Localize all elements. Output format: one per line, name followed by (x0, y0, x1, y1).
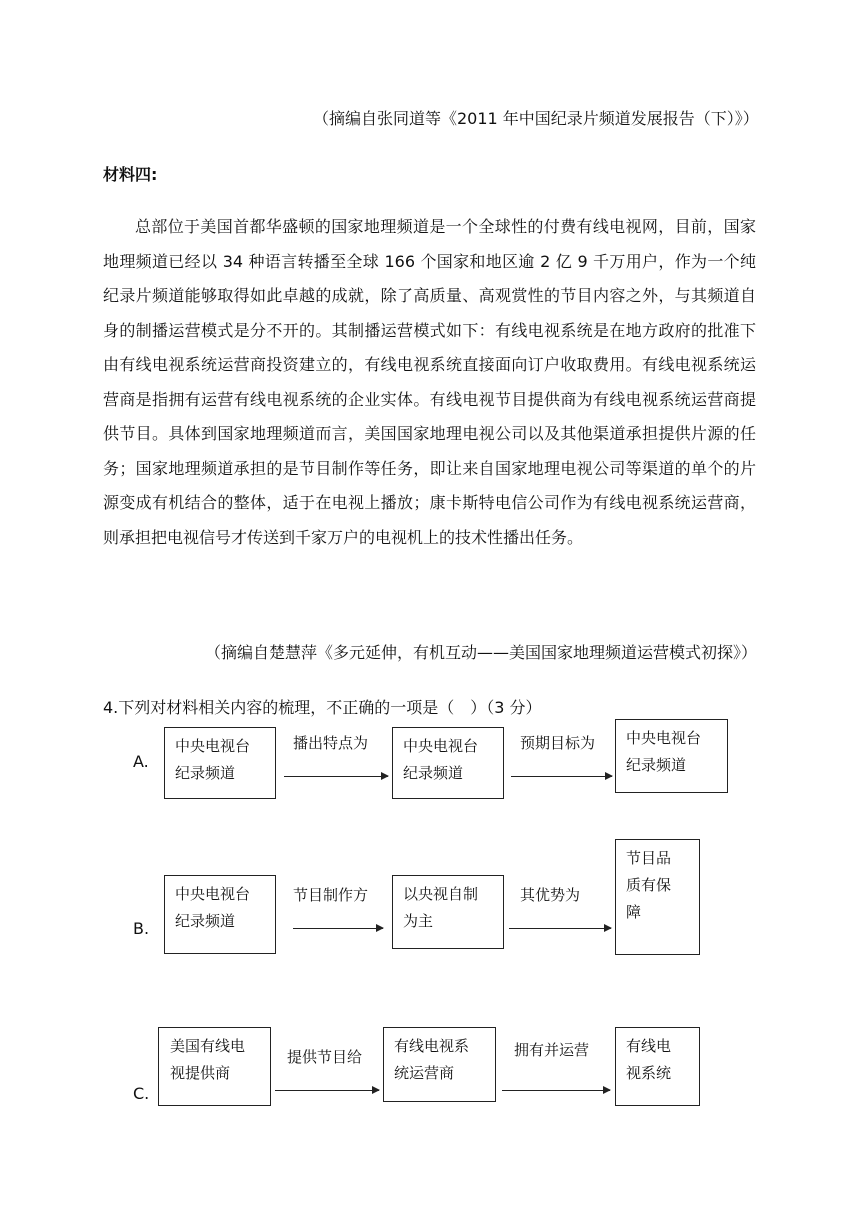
flow-box: 有线电 视系统 (615, 1027, 700, 1106)
flow-box: 中央电视台 纪录频道 (615, 719, 728, 793)
arrow-label: 其优势为 (520, 886, 581, 904)
material-heading: 材料四: (103, 165, 158, 184)
flow-box: 美国有线电 视提供商 (158, 1027, 271, 1106)
flow-box: 以央视自制 为主 (392, 875, 504, 949)
arrow-label: 播出特点为 (293, 734, 369, 752)
arrow-label: 拥有并运营 (514, 1041, 590, 1059)
option-label: C. (133, 1084, 150, 1103)
flow-box: 中央电视台 纪录频道 (164, 875, 276, 954)
flow-box: 节目品 质有保 障 (615, 839, 700, 955)
option-label: B. (133, 919, 150, 938)
arrow-right (275, 1090, 379, 1091)
arrow-right (511, 776, 612, 777)
source-citation-1: （摘编自张同道等《2011 年中国纪录片频道发展报告（下）》） (313, 109, 759, 128)
arrow-label: 预期目标为 (520, 734, 596, 752)
arrow-right (502, 1090, 610, 1091)
flow-box: 有线电视系 统运营商 (383, 1027, 496, 1102)
flow-box: 中央电视台 纪录频道 (164, 727, 276, 799)
option-label: A. (133, 752, 149, 771)
material-paragraph: 总部位于美国首都华盛顿的国家地理频道是一个全球性的付费有线电视网，目前，国家地理频道已经以 34 种语言转播至全球 166 个国家和地区逾 2 亿 9 千万用户，作为一个纯纪录片频道能够取得如此卓越的成就，除了高质量、高观赏性的节目内容之外，与其频道自身的制播运营模式是分不开的。其制播运营模式如下：有线电视系统是在地方政府的批准下由有线电视系统运营商投资建立的，有线电视系统直接面向订户收取费用。有线电视系统运营商是指拥有运营有线电视系统的企业实体。有线电视节目提供商为有线电视系统运营商提供节目。具体到国家地理频道而言，美国国家地理电视公司以及其他渠道承担提供片源的任务；国家地理频道承担的是节目制作等任务，即让来自国家地理电视公司等渠道的单个的片源变成有机结合的整体，适于在电视上播放；康卡斯特电信公司作为有线电视系统运营商，则承担把电视信号才传送到千家万户的电视机上的技术性播出任务。 (103, 217, 756, 547)
flow-box: 中央电视台 纪录频道 (392, 727, 504, 799)
arrow-right (293, 928, 383, 929)
question-4: 4.下列对材料相关内容的梳理，不正确的一项是（ ）（3 分） (103, 698, 542, 717)
arrow-label: 提供节目给 (287, 1048, 363, 1066)
arrow-right (509, 928, 611, 929)
arrow-right (284, 776, 388, 777)
source-citation-2: （摘编自楚慧萍《多元延伸，有机互动——美国国家地理频道运营模式初探》） (205, 643, 758, 662)
arrow-label: 节目制作方 (293, 886, 369, 904)
